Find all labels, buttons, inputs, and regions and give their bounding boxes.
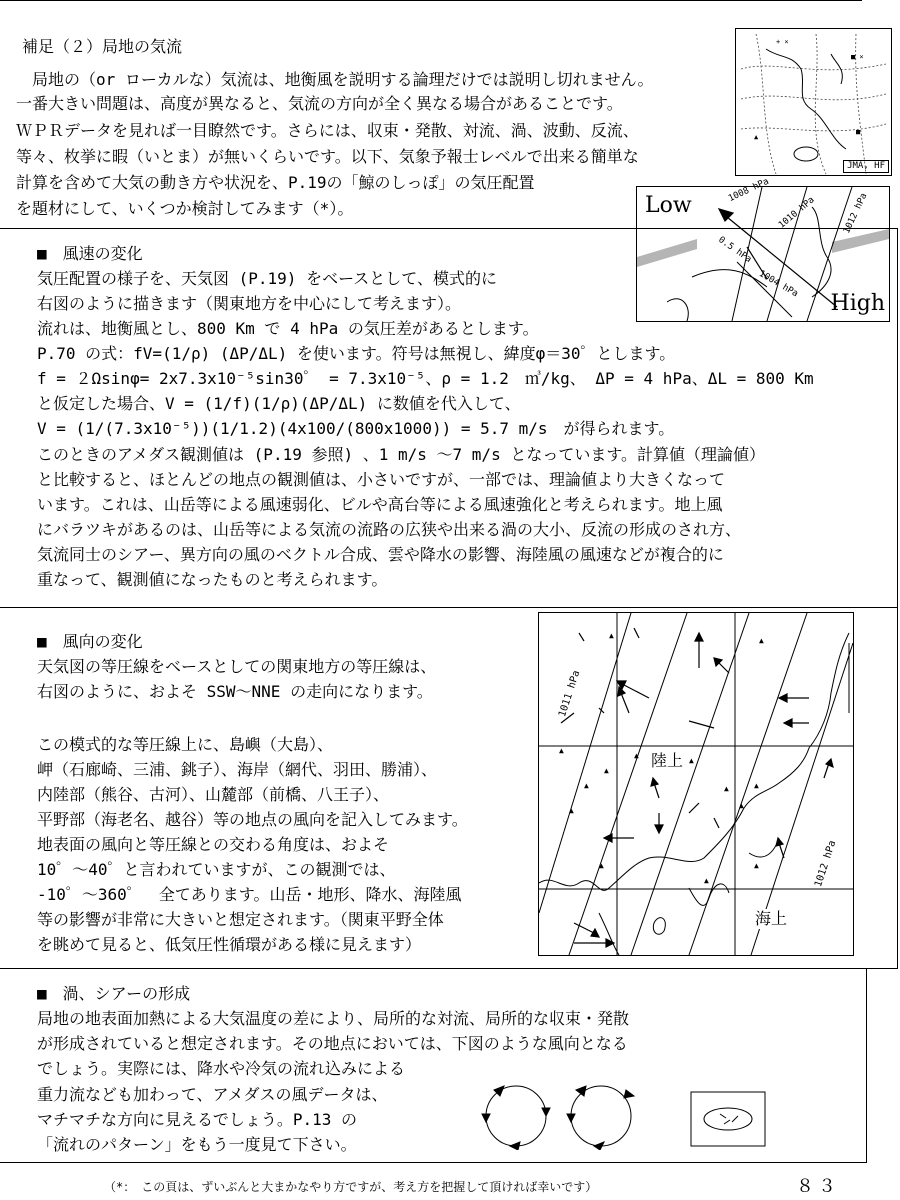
arrow-icon bbox=[567, 1114, 575, 1122]
convergence-ellipse bbox=[704, 1108, 752, 1130]
svg-text:+ ×: + × bbox=[776, 38, 789, 46]
section3-title: ■ 渦、シアーの形成 bbox=[37, 984, 191, 1003]
svg-text:▲: ▲ bbox=[569, 806, 574, 815]
arrow-icon bbox=[576, 1086, 586, 1096]
convergence-box bbox=[691, 1092, 765, 1146]
map-credit: JMA, HF bbox=[843, 160, 889, 173]
intro-line: 等々、枚挙に暇（いとま）が無いくらいです。以下、気象予報士レベルで出来る簡単な bbox=[16, 147, 639, 166]
intro-line: 局地の（or ローカルな）気流は、地衡風を説明する論理だけでは説明し切れません。 bbox=[16, 70, 654, 89]
section1-line: にバラツキがあるのは、山岳等による気流の流路の広狭や出来る渦の大小、反流の形成のされ方、 bbox=[37, 520, 742, 539]
top-rule bbox=[0, 0, 862, 1]
intro-line: ＷＰＲデータを見れば一目瞭然です。さらには、収束・発散、対流、渦、波動、反流、 bbox=[16, 121, 639, 140]
intro-line: 一番大きい問題は、高度が異なると、気流の方向が全く異なる場合があることです。 bbox=[16, 94, 623, 113]
svg-text:▲: ▲ bbox=[704, 876, 709, 885]
isobar-label-1008: 1008 hPa bbox=[727, 176, 771, 205]
section2-line: 平野部（海老名、越谷）等の地点の風向を記入してみます。 bbox=[37, 810, 468, 829]
isobar-label-1011: 1011 hPa bbox=[557, 669, 583, 719]
page-title: 補足（２）局地の気流 bbox=[22, 37, 183, 56]
section2-line: を眺めて見ると、低気圧性循環がある様に見えます） bbox=[37, 935, 422, 954]
section2-line: 内陸部（熊谷、古河）、山麓部（前橋、八王子）、 bbox=[37, 785, 390, 804]
section1-line: 流れは、地衡風とし、800 Km で 4 hPa の気圧差があるとします。 bbox=[37, 319, 539, 338]
section2-line: 地表面の風向と等圧線との交わる角度は、およそ bbox=[37, 835, 390, 854]
section3-line: 局地の地表面加熱による大気温度の差により、局所的な対流、局所的な収束・発散 bbox=[37, 1009, 630, 1028]
svg-text:▲: ▲ bbox=[584, 781, 589, 790]
section2-title: ■ 風向の変化 bbox=[37, 632, 143, 651]
weather-map-thumbnail bbox=[735, 28, 892, 176]
vortex-diagrams bbox=[476, 1078, 776, 1150]
section2-line: 岬（石廊崎、三浦、銚子）、海岸（網代、羽田、勝浦）、 bbox=[37, 760, 438, 779]
section1-line: と比較すると、ほとんどの地点の観測値は、小さいですが、一部では、理論値より大きくなって bbox=[37, 470, 726, 489]
svg-text:▲: ▲ bbox=[754, 861, 759, 870]
isobar-label-1010: 1010 hPa bbox=[777, 195, 817, 231]
land-label: 陸上 bbox=[651, 751, 684, 770]
section1-line: 気流同士のシアー、異方向の風のベクトル合成、雲や降水の影響、海陸風の風速などが複合的に bbox=[37, 545, 724, 564]
vortex-cw-circle bbox=[571, 1086, 631, 1146]
svg-text:▲: ▲ bbox=[754, 133, 759, 141]
section3-line: 重力流なども加わって、アメダスの風データは、 bbox=[37, 1085, 388, 1104]
intro-line: を題材にして、いくつか検討してみます（*）。 bbox=[16, 199, 354, 218]
section1-line: 重なって、観測値になったものと考えられます。 bbox=[37, 570, 388, 589]
svg-text:▲: ▲ bbox=[559, 746, 564, 755]
low-label: Low bbox=[645, 193, 692, 218]
section1-line: 気圧配置の様子を、天気図 (P.19) をベースとして、模式的に bbox=[37, 269, 497, 288]
section1-line: f = ２Ωsinφ= 2x7.3x10⁻⁵sin30゜ = 7.3x10⁻⁵、ρ = 1.2 ㎥/kg、 ΔP = 4 hPa、ΔL = 800 Km bbox=[37, 369, 814, 388]
wind-direction-map bbox=[538, 612, 854, 956]
svg-text:▲: ▲ bbox=[689, 756, 694, 765]
svg-text:▲: ▲ bbox=[604, 766, 609, 775]
svg-text:■: ■ bbox=[856, 128, 861, 136]
svg-text:▲: ▲ bbox=[724, 784, 729, 793]
arrow-icon bbox=[482, 1114, 490, 1122]
section1-line: V = (1/(7.3x10⁻⁵))(1/1.2)(4x100/(800x1000)) = 5.7 m/s が得られます。 bbox=[37, 419, 675, 438]
section2-line: 等の影響が非常に大きいと想定されます。（関東平野全体 bbox=[37, 910, 444, 929]
isobar-label-1004: 1004 hPa bbox=[757, 269, 800, 300]
section1-title: ■ 風速の変化 bbox=[37, 244, 143, 263]
arrow-icon bbox=[542, 1108, 550, 1116]
svg-text:▲: ▲ bbox=[759, 636, 764, 645]
high-label: High bbox=[830, 291, 885, 316]
section3-line: が形成されていると想定されます。その地点においては、下図のような風向となる bbox=[37, 1034, 628, 1053]
svg-text:■ ×: ■ × bbox=[851, 53, 864, 61]
section2-line: -10゜～360゜ 全てあります。山岳・地形、降水、海陸風 bbox=[37, 885, 462, 904]
section1-line: います。これは、山岳等による風速弱化、ビルや高台等による風速強化と考えられます。地上風 bbox=[37, 495, 723, 514]
isobar-label-1012: 1012 hPa bbox=[813, 839, 839, 889]
arrow-icon bbox=[624, 1090, 634, 1098]
footer-note: （*： この頁は、ずいぶんと大まかなやり方ですが、考え方を把握して頂ければ幸いです） bbox=[104, 1180, 598, 1194]
svg-text:▲: ▲ bbox=[754, 781, 759, 790]
section1-line: と仮定した場合、V = (1/f)(1/ρ)(ΔP/ΔL) に数値を代入して、 bbox=[37, 394, 521, 413]
section2-line: 天気図の等圧線をベースとしての関東地方の等圧線は、 bbox=[37, 657, 437, 676]
section1-line: P.70 の式：fV=(1/ρ) (ΔP/ΔL) を使います。符号は無視し、緯度φ＝30゜とします。 bbox=[37, 344, 676, 363]
arrow-icon bbox=[510, 1142, 520, 1150]
vortex-ccw-circle bbox=[486, 1086, 546, 1146]
section1-line: このときのアメダス観測値は (P.19 参照) 、1 m/s ～7 m/s となっています。計算値（理論値） bbox=[37, 445, 766, 464]
page-number: ８３ bbox=[796, 1176, 840, 1197]
section1-line: 右図のように描きます（関東地方を中心にして考えます）。 bbox=[37, 294, 462, 313]
section2-line: この模式的な等圧線上に、島嶼（大島）、 bbox=[37, 735, 334, 754]
svg-text:▲: ▲ bbox=[609, 631, 614, 640]
gap-label: 0.5 hPa bbox=[716, 235, 754, 265]
section2-line: 右図のように、およそ SSW～NNE の走向になります。 bbox=[37, 682, 433, 701]
section2-line: 10゜～40゜と言われていますが、この観測では、 bbox=[37, 860, 396, 879]
isobar-label-1012: 1012 hPa bbox=[842, 191, 870, 236]
wind-map-svg bbox=[539, 613, 853, 955]
intro-line: 計算を含めて大気の動き方や状況を、P.19の「鯨のしっぽ」の気圧配置 bbox=[16, 173, 535, 192]
sea-label: 海上 bbox=[755, 909, 788, 928]
section3-line: でしょう。実際には、降水や冷気の流れ込みによる bbox=[37, 1059, 406, 1078]
section3-line: マチマチな方向に見えるでしょう。P.13 の bbox=[37, 1110, 358, 1129]
section3-line: 「流れのパターン」をもう一度見て下さい。 bbox=[37, 1135, 357, 1154]
arrow-icon bbox=[594, 1142, 604, 1150]
svg-text:▲: ▲ bbox=[739, 801, 744, 810]
weather-map-sketch bbox=[736, 29, 891, 175]
svg-text:▲: ▲ bbox=[634, 751, 639, 760]
svg-text:▲: ▲ bbox=[599, 861, 604, 870]
